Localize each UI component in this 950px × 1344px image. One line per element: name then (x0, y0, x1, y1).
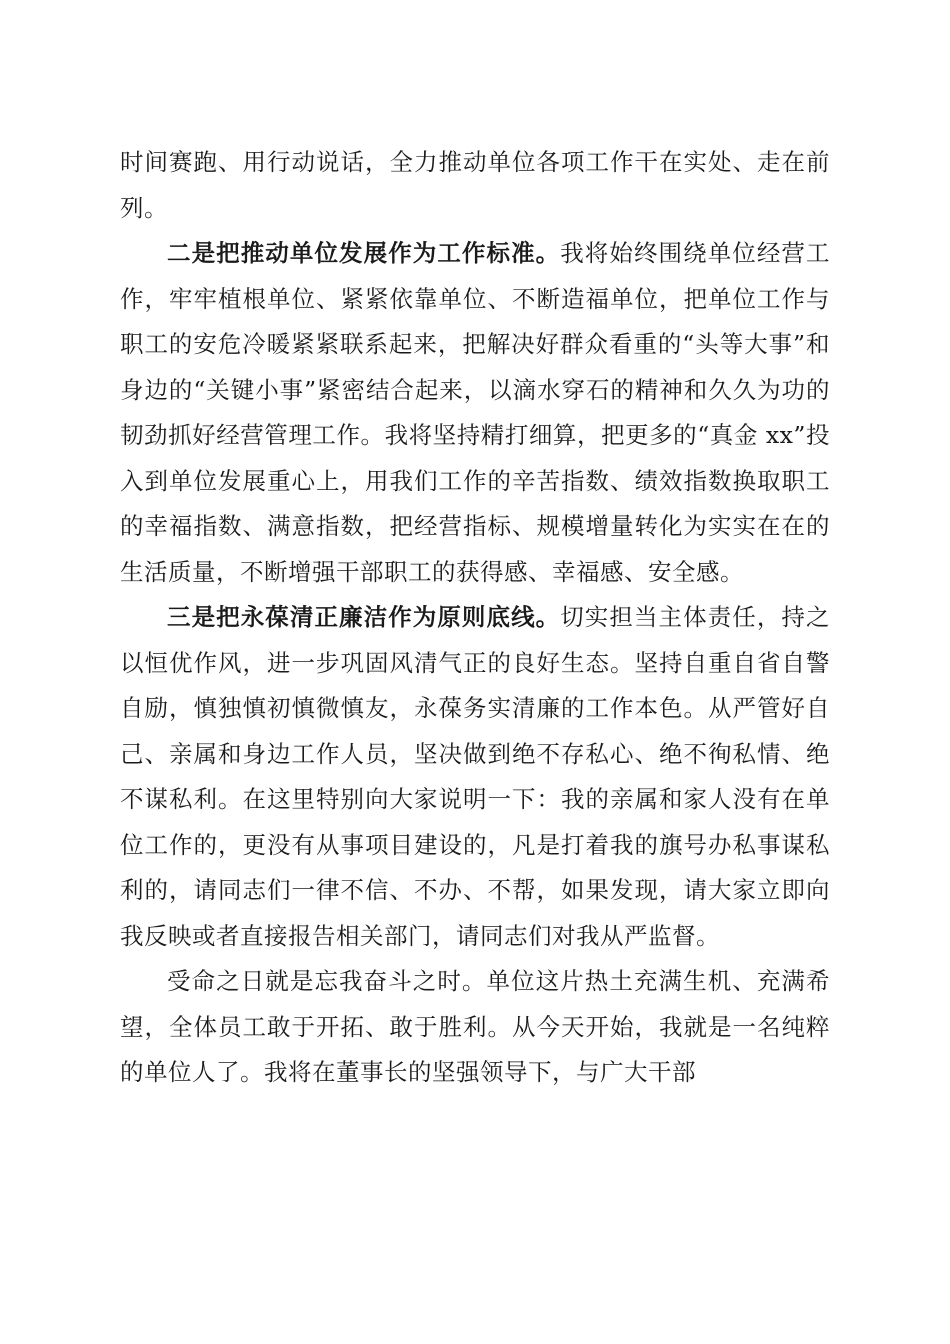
paragraph-heading: 二是把推动单位发展作为工作标准。 (167, 239, 561, 267)
paragraph-text: 切实担当主体责任，持之以恒优作风，进一步巩固风清气正的良好生态。坚持自重自省自警自励，慎独慎初慎微慎友，永葆务实清廉的工作本色。从严管好自己、亲属和身边工作人员，坚决做到绝不存私心、绝不徇私情、绝不谋私利。在这里特别向大家说明一下：我的亲属和家人没有在单位工作的，更没有从事项目建设的，凡是打着我的旗号办私事谋私利的，请同志们一律不信、不办、不帮，如果发现，请大家立即向我反映或者直接报告相关部门，请同志们对我从严监督。 (120, 603, 831, 950)
paragraph-point-three (120, 595, 830, 959)
paragraph-text: 时间赛跑、用行动说话，全力推动单位各项工作干在实处、走在前列。 (120, 148, 830, 222)
paragraph-text: 受命之日就是忘我奋斗之时。单位这片热土充满生机、充满希望，全体员工敢于开拓、敢于胜利。从今天开始，我就是一名纯粹的单位人了。我将在董事长的坚强领导下，与广大干部 (120, 967, 830, 1086)
paragraph-point-two (120, 231, 830, 595)
paragraph-text: 我将始终围绕单位经营工作，牢牢植根单位、紧紧依靠单位、不断造福单位，把单位工作与职工的安危冷暖紧紧联系起来，把解决好群众看重的“头等大事”和身边的“关键小事”紧密结合起来，以滴水穿石的精神和久久为功的韧劲抓好经营管理工作。我将坚持精打细算，把更多的“真金 xx”投入到单位发展重心上，用我们工作的辛苦指数、绩效指数换取职工的幸福指数、满意指数，把经营指标、规模增量转化为实实在在的生活质量，不断增强干部职工的获得感、幸福感、安全感。 (120, 239, 831, 586)
paragraph-continuation (120, 140, 830, 231)
paragraph-closing (120, 959, 830, 1096)
paragraph-heading: 三是把永葆清正廉洁作为原则底线。 (167, 603, 561, 631)
document-body (120, 140, 830, 1096)
